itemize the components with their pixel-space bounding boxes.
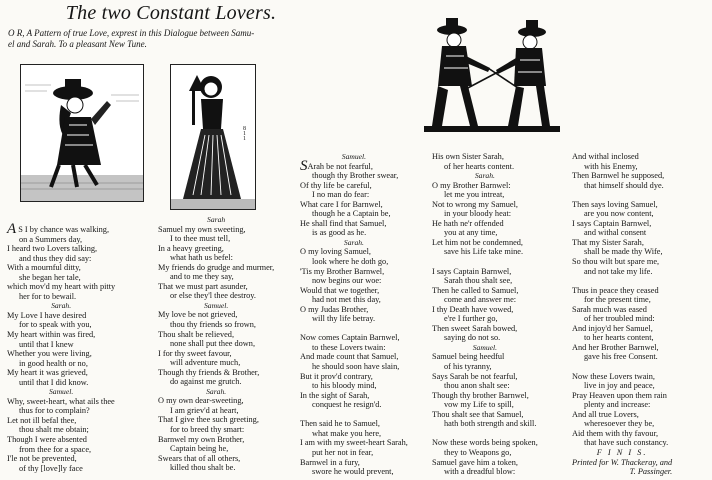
verse-line: had not met this day, (312, 295, 381, 305)
verse-line: I heard two Lovers talking, (7, 244, 98, 254)
verse-line: none shall put thee down, (170, 339, 256, 349)
drop-cap-a: A (7, 221, 17, 237)
verse-line: though thy Brother swear, (312, 171, 399, 181)
verse-line: that have such constancy. (584, 438, 669, 448)
verse-line: Thou shalt be relieved, (158, 329, 235, 339)
verse-line: killed thou shalt be. (170, 463, 236, 473)
verse-line: for the present time, (584, 295, 651, 305)
verse-line: in your bloody heat: (444, 209, 512, 219)
speaker-label: Sarah. (206, 386, 227, 396)
verse-line: do against me grutch. (170, 377, 242, 387)
verse-line: e're I further go, (444, 314, 498, 324)
verse-line: and to me they say, (170, 272, 234, 282)
verse-line: Swears that of all others, (158, 453, 241, 463)
verse-line: Now these words being spoken, (432, 438, 538, 448)
verse-line: I says Captain Barnwel, (432, 266, 512, 276)
verse-line: I for thy sweet favour, (158, 348, 232, 358)
verse-line: He shall find that Samuel, (300, 218, 387, 228)
verse-line: Samuel gave him a token, (432, 457, 518, 467)
verse-line: O my Brother Barnwel: (432, 180, 511, 190)
verse-line: My heart it was grieved, (7, 368, 88, 378)
verse-line: And all true Lovers, (572, 409, 639, 419)
verse-line: vow my Life to spill, (444, 400, 514, 410)
verse-line: you at any time, (444, 228, 498, 238)
verse-line: Not to wrong my Samuel, (432, 199, 518, 209)
verse-line: swore he would prevent, (312, 467, 394, 477)
printer-line: T. Passinger. (629, 467, 673, 477)
verse-line: In the sight of Sarah, (300, 390, 370, 400)
verse-column-3 (300, 152, 408, 477)
verse-column-4 (432, 152, 538, 477)
verse-line: Whether you were living, (7, 349, 92, 359)
verse-line: of her hearts content. (444, 161, 515, 171)
verse-line: though he a Captain be, (312, 209, 391, 219)
verse-line: thou thy friends so frown, (170, 320, 256, 330)
verse-line: until that I did know. (19, 377, 89, 387)
verse-line: Now comes Captain Barnwel, (300, 333, 400, 343)
verse-line: Pray Heaven upon them rain (572, 390, 667, 400)
verse-line: let me you intreat, (444, 190, 505, 200)
verse-line: that himself should dye. (584, 180, 664, 190)
finis-label: F I N I S. (596, 447, 648, 457)
stanza-gap (432, 257, 538, 267)
verse-line: And injoy'd her Samuel, (572, 323, 653, 333)
verse-line: Now these Lovers twain, (572, 371, 655, 381)
verse-line: Thus in peace they ceased (572, 285, 659, 295)
verse-line: will thy life betray. (312, 314, 376, 324)
verse-line: they to Weapons go, (444, 447, 512, 457)
verse-line: or else they'l thee destroy. (170, 291, 256, 301)
verse-line: And her Brother Barnwel, (572, 342, 659, 352)
verse-line: Samuel my own sweeting, (158, 224, 246, 234)
subtitle-line: el and Sarah. To a pleasant New Tune. (8, 39, 147, 49)
stanza-gap (300, 410, 408, 420)
verse-line: he should soon have slain, (312, 362, 400, 372)
speaker-label: Samuel. (341, 152, 367, 161)
verse-line: Then sweet Sarah bowed, (432, 323, 518, 333)
verse-line: look where he doth go, (312, 257, 389, 267)
verse-column-1 (7, 221, 116, 473)
verse-line: I am griev'd at heart, (170, 405, 239, 415)
verse-line: O my Judas Brother, (300, 304, 369, 314)
verse-line: Why, sweet-heart, what ails thee (7, 396, 115, 406)
verse-line: Then Barnwel he supposed, (572, 171, 665, 181)
verse-line: My Love I have desired (7, 310, 87, 320)
verse-line: and thus they did say: (19, 253, 92, 263)
verse-line: on a Summers day, (19, 234, 83, 244)
verse-line: her for to bewail. (19, 291, 77, 301)
verse-line: to her hearts content, (584, 333, 654, 343)
verse-line: thou shalt me obtain; (19, 425, 89, 435)
verse-line: she began her tale, (19, 272, 81, 282)
verse-line: saying do not so. (444, 333, 501, 343)
verse-line: That I give thee such greeting, (158, 415, 259, 425)
verse-line: Though thy brother Barnwel, (432, 390, 529, 400)
verse-line: in good health or no, (19, 358, 88, 368)
verse-line: That my Sister Sarah, (572, 237, 644, 247)
verse-line: Then he called to Samuel, (432, 285, 519, 295)
verse-line: SArah be not fearful, (300, 157, 373, 174)
verse-line: with a dreadful blow: (444, 467, 516, 477)
verse-line: wheresoever they be, (584, 419, 655, 429)
verse-line: to his bloody mind, (312, 381, 377, 391)
verse-line: from thee for a space, (19, 444, 92, 454)
verse-line: is as good as he. (312, 228, 367, 238)
woodcut-samuel-image (20, 64, 144, 202)
verse-line: A S I by chance was walking, (7, 221, 110, 237)
verse-line: shall be made thy Wife, (584, 247, 663, 257)
subtitle (8, 28, 304, 50)
verse-line: and not take my life. (584, 266, 653, 276)
stanza-gap (572, 276, 672, 286)
verse-line: Let not ill befal thee, (7, 415, 77, 425)
verse-line: 'Tis my Brother Barnwel, (300, 266, 385, 276)
verse-line: I thy Death have vowed, (432, 304, 514, 314)
verse-line: Samuel being heedful (432, 352, 505, 362)
verse-line: In a heavy greeting, (158, 243, 224, 253)
verse-line: Thou shalt see that Samuel, (432, 409, 524, 419)
verse-line: He hath ne'r offended (432, 218, 504, 228)
verse-line: Let him not be condemned, (432, 237, 524, 247)
verse-line: of her troubled mind: (584, 314, 655, 324)
verse-line: Sarah much was eased (572, 304, 647, 314)
verse-line: plenty and increase: (584, 400, 651, 410)
verse-line: for to breed thy smart: (170, 425, 245, 435)
verse-line: I no man do fear: (312, 190, 370, 200)
woodcut-duel-image (416, 10, 568, 150)
woodcut-caption: 8 1 1 (243, 126, 246, 142)
woodcut-sarah-image (170, 64, 256, 210)
verse-line: to these Lovers twain: (312, 342, 386, 352)
verse-line: come and answer me: (444, 295, 517, 305)
verse-line: of thy [love]ly face (19, 463, 83, 473)
stanza-gap (300, 324, 408, 334)
subtitle-line: O R, A Pattern of true Love, exprest in this Dialogue between Samu- (8, 28, 255, 38)
verse-line: what make you here, (312, 428, 382, 438)
speaker-label: Sarah. (343, 237, 364, 247)
speaker-label: Sarah (207, 215, 226, 224)
speaker-label: Samuel. (472, 342, 498, 352)
verse-line: Then said he to Samuel, (300, 419, 380, 429)
verse-line: I am with my sweet-heart Sarah, (300, 438, 408, 448)
verse-line: So thou wilt but spare me, (572, 257, 660, 267)
verse-line: But it prov'd contrary, (300, 371, 373, 381)
speaker-label: Sarah. (474, 171, 495, 181)
verse-line: I says Captain Barnwel, (572, 218, 652, 228)
verse-line: Would that we together, (300, 285, 380, 295)
verse-line: I'le not be prevented, (7, 454, 77, 464)
verse-line: and withal consent (584, 228, 647, 238)
verse-line: thou anon shalt see: (444, 381, 510, 391)
verse-line: Barnwel my own Brother, (158, 434, 245, 444)
stanza-gap (572, 362, 672, 372)
verse-line: My heart within was fired, (7, 330, 96, 340)
verse-line: His own Sister Sarah, (432, 152, 504, 161)
verse-line: That we must part asunder, (158, 281, 248, 291)
verse-line: Though thy friends & Brother, (158, 367, 260, 377)
verse-line: And withal inclosed (572, 152, 639, 161)
page-title: The two Constant Lovers. (65, 2, 277, 24)
verse-line: until that I knew (19, 339, 74, 349)
verse-line: What care I for Barnwel, (300, 199, 383, 209)
verse-line: hath both strength and skill. (444, 419, 537, 429)
verse-line: with his Enemy, (584, 161, 638, 171)
verse-line: now begins our woe: (312, 276, 382, 286)
printer-line: Printed for W. Thackeray, and (572, 457, 673, 467)
verse-line: for to speak with you, (19, 320, 92, 330)
verse-line: are you now content, (584, 209, 654, 219)
verse-line: what hath us befel: (170, 253, 233, 263)
verse-line: Aid them with thy favour, (572, 428, 659, 438)
verse-line: Then says loving Samuel, (572, 199, 658, 209)
verse-line: save his Life take mine. (444, 247, 524, 257)
verse-line: gave his free Consent. (584, 352, 658, 362)
verse-line: conquest he resign'd. (312, 400, 382, 410)
verse-line: Of thy life be careful, (300, 180, 372, 190)
verse-line: put her not in fear, (312, 447, 374, 457)
verse-line: And made count that Samuel, (300, 352, 399, 362)
verse-line: O my own dear-sweeting, (158, 396, 244, 406)
verse-line: of his tyranny, (444, 362, 492, 372)
verse-line: Though I were absented (7, 435, 87, 445)
stanza-gap (572, 190, 672, 200)
verse-column-2 (158, 215, 274, 473)
speaker-label: Samuel. (48, 387, 74, 397)
verse-line: Captain being he, (170, 444, 229, 454)
verse-line: Barnwel in a fury, (300, 457, 360, 467)
verse-line: live in joy and peace, (584, 381, 655, 391)
verse-line: Sarah thou shalt see, (444, 276, 513, 286)
verse-line: will adventure much, (170, 358, 241, 368)
verse-line: O my loving Samuel, (300, 247, 371, 257)
verse-line: thus for to complain? (19, 406, 90, 416)
verse-line: My friends do grudge and murmer, (158, 262, 275, 272)
verse-line: which mov'd my heart with pitty (7, 282, 116, 292)
stanza-gap (432, 429, 538, 439)
verse-line: My love be not grieved, (158, 310, 238, 320)
speaker-label: Sarah. (51, 301, 72, 311)
verse-line: Says Sarah be not fearful, (432, 371, 518, 381)
speaker-label: Samuel. (204, 300, 229, 310)
verse-line: I to thee must tell, (170, 234, 231, 244)
verse-column-5 (572, 152, 672, 477)
drop-cap-s: S (300, 157, 308, 174)
verse-line: With a mournful ditty, (7, 263, 81, 273)
